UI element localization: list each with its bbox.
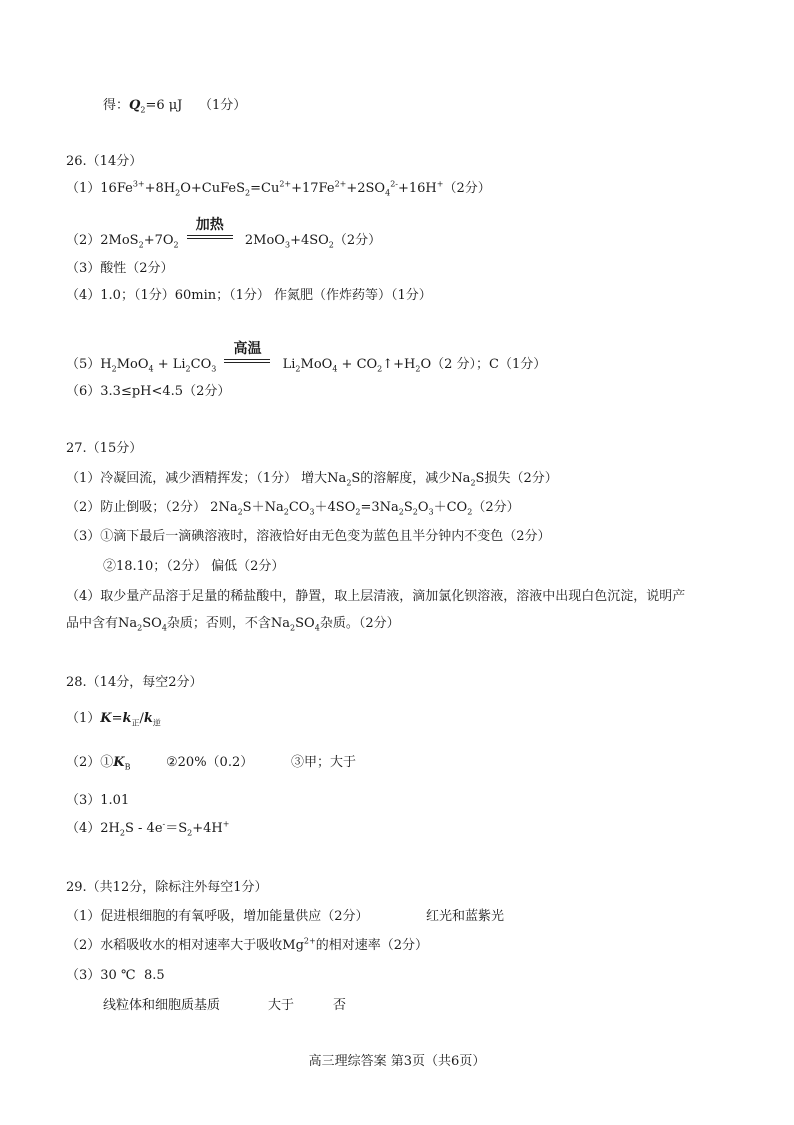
q29-line3: （3）30 ℃ 8.5 bbox=[66, 968, 165, 983]
q26-line1: $(1)16Fe^{3+}+8H_2O+CuFeS_2=Cu^{2+}+17Fe^{2+}+2SO_4^{2-}+16H^+(2$分） bbox=[66, 179, 491, 198]
answer-line-q25-end: 得：$Q_2=6$ μJ （1分） bbox=[103, 98, 247, 115]
q27-line1: （1）冷凝回流，减少酒精挥发；（1分） 增大$Na_2S$的溶解度，减少$Na_2S$损失（2分） bbox=[66, 471, 558, 488]
q27-line2: （2）防止倒吸；（2分） $2Na_2S+Na_2CO_3+4SO_2=3Na_2S_2O_3+CO_2(2$分） bbox=[66, 500, 520, 517]
q27-line3: （3）①滴下最后一滴碘溶液时，溶液恰好由无色变为蓝色且半分钟内不变色（2分） bbox=[66, 529, 551, 544]
reaction-condition-high-temp: 高温 bbox=[224, 356, 270, 374]
q26-line2: $(2)2MoS_2+7O_2$ 加热 $2MoO_3+4SO_2(2$分） bbox=[66, 217, 382, 250]
q28-header: 28.（14分，每空2分） bbox=[66, 675, 203, 690]
q26-line6: （6）3.3≤pH<4.5（2分） bbox=[66, 384, 231, 399]
q27-line6: 品中含有$Na_2SO_4$杂质；否则，不含$Na_2SO_4$杂质。（2分） bbox=[66, 616, 400, 633]
q26-header: 26.（14分） bbox=[66, 154, 143, 169]
q26-line4: （4）1.0；（1分）60min；（1分） 作氮肥（作炸药等）（1分） bbox=[66, 288, 432, 303]
q29-line2: （2）水稻吸收水的相对速率大于吸收$Mg^{2+}$的相对速率（2分） bbox=[66, 936, 428, 953]
q28-line4: $(4)2H_2S - 4e^-=S_2+4H^+$ bbox=[66, 819, 230, 838]
q28-line1: $(1)K=k_正/k_逆$ bbox=[66, 711, 161, 728]
q26-line3: （3）酸性（2分） bbox=[66, 261, 174, 276]
reaction-condition-heat: 加热 bbox=[187, 232, 233, 250]
q27-header: 27.（15分） bbox=[66, 441, 143, 456]
q27-line5: （4）取少量产品溶于足量的稀盐酸中，静置，取上层清液，滴加氯化钡溶液，溶液中出现白色沉淀，说明产 bbox=[66, 589, 686, 604]
q27-line4: ②18.10；（2分） 偏低（2分） bbox=[103, 559, 285, 574]
q26-line5: $(5)H_2MoO_4 + Li_2CO_3$ 高温 $Li_2MoO_4$ + $CO_2↑+H_2O(2$ 分）；C（1分） bbox=[66, 341, 547, 374]
q29-header: 29.（共12分，除标注外每空1分） bbox=[66, 880, 268, 895]
page-footer: 高三理综答案 第3页（共6页） bbox=[308, 1054, 486, 1069]
q29-line1: （1）促进根细胞的有氧呼吸，增加能量供应（2分） 红光和蓝紫光 bbox=[66, 909, 505, 924]
q28-line3: （3）1.01 bbox=[66, 793, 130, 808]
q28-line2: $(2)①K_B$ ②20%（0.2） ③甲；大于 bbox=[66, 755, 357, 772]
q29-line4: 线粒体和细胞质基质 大于 否 bbox=[103, 998, 347, 1013]
